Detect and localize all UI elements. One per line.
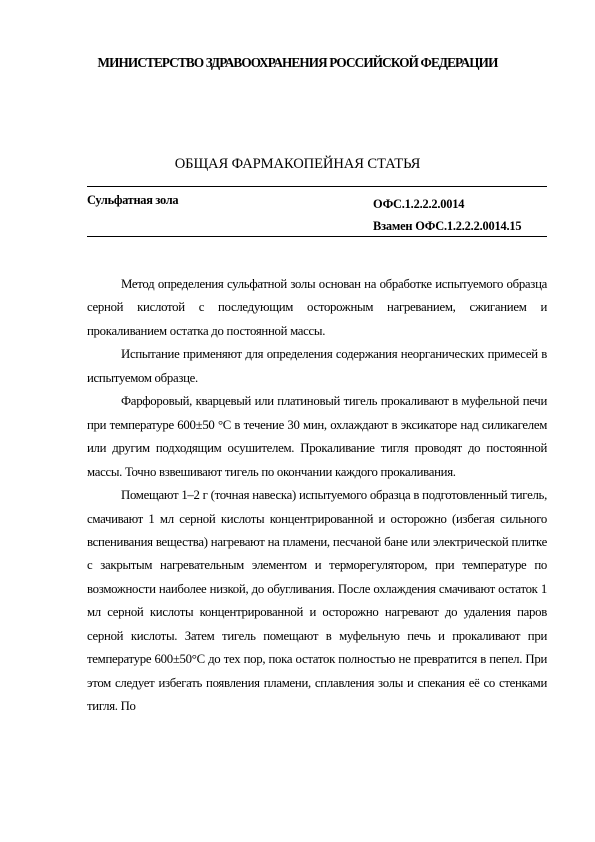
article-name: Сульфатная зола (87, 193, 179, 207)
paragraph-principle: Метод определения сульфатной золы основан на обработке испытуемого образца серной кислотой с последующим осторожным нагреванием, сжиганием и прокаливанием остатка до постоянной массы. (87, 277, 547, 338)
article-code: ОФС.1.2.2.2.0014 (373, 197, 465, 211)
header-rule-bottom (87, 236, 547, 237)
paragraph-crucible-prep: Фарфоровый, кварцевый или платиновый тигель прокаливают в муфельной печи при температуре 600±50 °С в течение 30 мин, охлаждают в эксикаторе над силикагелем или другим подходящим осушителем. Прокаливание тигля проводят до постоянной массы. Точно взвешивают тигель по окончании каждого прокаливания. (87, 394, 547, 479)
document-type-title: ОБЩАЯ ФАРМАКОПЕЙНАЯ СТАТЬЯ (174, 156, 421, 172)
article-replaces: Взамен ОФС.1.2.2.2.0014.15 (373, 219, 522, 233)
header-rule-top (87, 186, 547, 187)
paragraph-procedure: Помещают 1–2 г (точная навеска) испытуемого образца в подготовленный тигель, смачивают 1 мл серной кислоты концентрированной и осторожно (избегая сильного вспенивания вещества) нагревают на пламени, песчаной бане или электрической плитке с закрытым нагревательным элементом и терморегулятором, при температуре по возможности наиболее низкой, до обугливания. После охлаждения смачивают остаток 1 мл серной кислоты концентрированной и осторожно нагревают до удаления паров серной кислоты. Затем тигель помещают в муфельную печь и прокаливают при температуре 600±50°С до тех пор, пока остаток полностью не превратится в пепел. При этом следует избегать появления пламени, сплавления золы и спекания её со стенками тигля. По (87, 488, 547, 714)
article-codes (373, 193, 521, 237)
ministry-header: МИНИСТЕРСТВО ЗДРАВООХРАНЕНИЯ РОССИЙСКОЙ ФЕДЕРАЦИИ (97, 55, 498, 70)
paragraph-purpose: Испытание применяют для определения содержания неорганических примесей в испытуемом образце. (87, 347, 547, 385)
article-body (87, 273, 547, 719)
